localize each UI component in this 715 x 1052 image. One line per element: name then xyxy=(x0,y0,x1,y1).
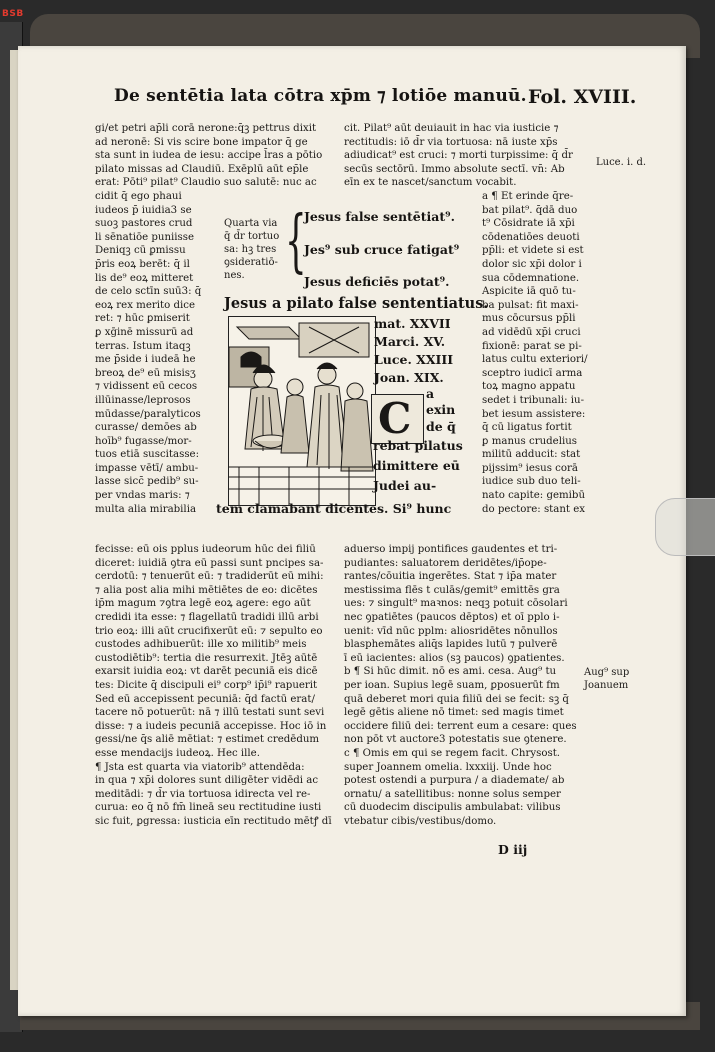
text-line: rectitudis: iō d̄r via tortuosa: nā iuste xp̄s xyxy=(344,136,558,148)
text-line: pudiantes: saluatorem deridētes/ip̄ope- xyxy=(344,557,547,569)
text-line: ꝑ xḡinē missurū ad xyxy=(95,326,194,338)
text-line: custodes adhibuerūt: ille xo militib⁹ meis xyxy=(95,639,307,651)
text-line: nec ꝯpatiētes (paucos dēptos) et oī pplo i- xyxy=(344,611,560,623)
margin-note-luke: Luce. i. d. xyxy=(596,157,647,168)
text-line: li sēnatiōe puniisse xyxy=(95,231,195,243)
text-line: cerdotū: ⁊ tenuerūt eū: ⁊ tradiderūt eū mihi: xyxy=(95,571,324,583)
initial-text-2: de q̄ xyxy=(426,419,456,434)
text-line: uenit: vīd nūc pplm: aliosridētes nōnullos xyxy=(344,625,558,637)
text-line: bat pilat⁹. q̄dā duo xyxy=(482,204,578,216)
text-line: p̄ris eoꝝ berēt: q̄ il xyxy=(95,258,190,270)
watermark-bsb: BSB xyxy=(2,9,24,19)
text-line: ornatu/ a satellitibus: nonne solus semper xyxy=(344,788,561,800)
text-line: curua: eo q̄ nō fm̄ lineā seu rectitudine iusti xyxy=(95,802,322,814)
text-line: non pōt vt auctore3 potestatis sue ꝯtenere. xyxy=(344,734,567,746)
text-line: gi/et petri ap̄li corā nerone:q̄ꝫ pettrus dixit xyxy=(95,123,317,134)
left-lower-column xyxy=(95,543,332,828)
text-line: fecisse: eū ois pplus iudeorum hūc dei filiū xyxy=(95,544,316,555)
text-line: suoꝫ pastores crud xyxy=(95,218,193,230)
citation: Joan. XIX. xyxy=(374,370,444,385)
text-line: terras. Istum itaqꝫ xyxy=(95,340,191,352)
text-line: ꝑ manus crudelius xyxy=(482,435,578,447)
text-line: diceret: iuidiā ꝯtra eū passi sunt pncipes sa- xyxy=(95,557,324,569)
text-line: tacere nō potuerūt: nā ⁊ illū testati sunt sevi xyxy=(95,707,325,719)
quarta-via-note xyxy=(224,217,279,282)
text-line: fixionē: parat se pi- xyxy=(482,340,582,352)
text-line: ⁊ alia post alia mihi mētiētes de eo: dicētes xyxy=(95,584,318,596)
citation: mat. XXVII xyxy=(374,316,451,331)
citation: Luce. XXIII xyxy=(374,352,454,367)
text-line: per vndas maris: ⁊ xyxy=(95,490,190,502)
text-line: toꝝ magno appatu xyxy=(482,381,576,393)
text-line: erat: Pōti⁹ pilat⁹ Claudio suo salutē: nuc ac xyxy=(95,177,317,189)
text-line: ⁊ vidissent eū cecos xyxy=(95,381,198,393)
text-line: iudice sub duo teli- xyxy=(482,476,581,488)
text-line: Aug⁹ sup xyxy=(584,667,630,678)
text-line: Joanuem xyxy=(584,680,629,691)
text-line: cū duodecim discipulis ambulabat: vilibus xyxy=(344,802,561,814)
margin-note-augustine xyxy=(584,666,629,692)
left-column-top xyxy=(95,122,322,190)
text-line: legē gētis aliene nō timet: sed magis timet xyxy=(344,707,564,719)
text-line: Aspicite iā quō tu- xyxy=(482,286,576,298)
text-line: dolor sic xp̄i dolor i xyxy=(482,258,582,270)
text-line: illūinasse/leprosos xyxy=(95,394,191,406)
text-line: sic fuit, ꝑgressa: iusticia eīn rectitudo mētꝭ dī xyxy=(95,815,332,827)
text-line: adiudicat⁹ est cruci: ⁊ morti turpissime: q̄ d̄r xyxy=(344,150,573,162)
text-line: pp̄li: et videte si est xyxy=(482,245,584,257)
text-line: cidit q̄ ego phaui xyxy=(95,191,182,202)
initial-text-1: exin xyxy=(426,402,456,417)
text-line: ba pulsat: fit maxi- xyxy=(482,299,579,311)
text-line: meditādi: ⁊ d̄r via tortuosa idirecta vel re- xyxy=(95,788,311,800)
decorated-initial xyxy=(371,394,424,444)
text-line: nes. xyxy=(224,270,245,281)
text-line: tes: Dicite q̄ discipuli ei⁹ corp⁹ ip̄i⁹ rapuerit xyxy=(95,679,318,691)
text-line: imꝑasse vētī/ ambu- xyxy=(95,462,199,474)
text-line: Deniqꝫ cū ꝑmissu xyxy=(95,245,186,257)
initial-text-4: dimittere eū xyxy=(373,458,460,473)
text-line: lasse sicc̄ pedib⁹ su- xyxy=(95,476,199,488)
text-line: custodiētib⁹: tertia die resurrexit. Jtēꝫ aūtē xyxy=(95,652,318,664)
text-line: credidi ita esse: ⁊ flagellatū tradidi illū arbi xyxy=(95,611,319,623)
text-line: cōdenatiōes deuoti xyxy=(482,231,580,243)
text-line: latus cultu exteriori/ xyxy=(482,354,588,366)
text-line: trio eoꝝ: illi aūt crucifixerūt eū: ⁊ sepulto eo xyxy=(95,625,323,637)
text-line: tuos etiā suscitasse: xyxy=(95,449,200,461)
woodcut-illustration xyxy=(228,316,376,506)
text-line: ꝯsideratiō- xyxy=(224,257,278,268)
initial-superscript: a xyxy=(426,386,435,401)
text-line: in qua ⁊ xp̄i dolores sunt diligēter vidēdi ac xyxy=(95,775,319,787)
text-line: cit. Pilat⁹ aūt deuiauit in hac via iusticie ⁊ xyxy=(344,123,559,134)
brace-line-2: Jes⁹ sub cruce fatigat⁹ xyxy=(304,242,460,257)
text-line: t⁹ Cōsidrate iā xp̄i xyxy=(482,218,575,230)
text-line: breoꝝ de⁹ eū misisʒ xyxy=(95,367,196,379)
text-line: Sed eū accepissent pecuniā: q̄d factū erat/ xyxy=(95,693,315,705)
woodcut-image xyxy=(229,317,375,505)
text-line: sedet i tribunali: iu- xyxy=(482,394,585,406)
text-line: ip̄m magum ⁊ꝯtra legē eoꝝ agere: ego aūt xyxy=(95,598,311,610)
text-line: q̄ cū ligatus fortit xyxy=(482,422,572,434)
text-line: mus cōcursus pp̄li xyxy=(482,313,576,325)
text-line: eīn ex te nascet/sanctum vocabit. xyxy=(344,177,517,189)
text-line: potest ostendi a purpura / a diademate/ ab xyxy=(344,775,565,787)
text-line: b ¶ Si hūc dimit. nō es ami. cesa. Aug⁹ tu xyxy=(344,666,557,678)
brace-glyph: { xyxy=(285,202,307,281)
page-leaf-edge xyxy=(10,50,18,990)
woodcut-caption: Jesus a pilato false sententiatus. xyxy=(224,295,489,312)
text-line: esse mendacijs iudeoꝝ. Hec ille. xyxy=(95,747,260,759)
text-line: vtebatur cibis/vestibus/domo. xyxy=(344,815,497,827)
initial-letter: C xyxy=(378,394,412,443)
right-lower-column xyxy=(344,543,577,828)
text-line: lis de⁹ eoꝝ mitteret xyxy=(95,272,194,284)
right-narrow-column xyxy=(482,190,588,516)
left-narrow-column xyxy=(95,190,201,516)
text-line: me p̄side i iudeā he xyxy=(95,354,196,366)
folio-number: Fol. XVIII. xyxy=(528,86,637,108)
text-line: do pectore: stant ex xyxy=(482,503,586,515)
book-page xyxy=(18,46,686,1016)
text-line: aduerso impij pontifices gaudentes et tri- xyxy=(344,544,558,555)
text-line: ī eū iacientes: alios (sꝫ paucos) ꝯpatientes. xyxy=(344,652,565,664)
text-line: secūs sectōrū. Immo absolute sectī. vn̄: Ab xyxy=(344,163,565,175)
text-line: sceptro iudicī arma xyxy=(482,367,583,379)
running-head: De sentētia lata cōtra xp̄m ⁊ lotiōe manuū. xyxy=(114,86,527,106)
text-line: disse: ⁊ a iudeis pecuniā accepisse. Hoc iō in xyxy=(95,720,327,732)
book-clasp xyxy=(655,498,715,556)
text-line: militū adducit: stat xyxy=(482,449,581,461)
text-line: nato capite: gemibū xyxy=(482,490,586,502)
signature-mark: D iij xyxy=(498,842,528,857)
brace-line-3: Jesus deficiēs potat⁹. xyxy=(304,274,450,289)
text-line: pilato missas ad Claudiū. Exēplū aūt ep̄le xyxy=(95,163,309,175)
text-line: ¶ Jsta est quarta via viatorib⁹ attendēda: xyxy=(95,761,305,773)
text-line: eoꝝ rex merito dice xyxy=(95,299,195,311)
text-line: per ioan. Supius legē suam, ꝑposuerūt fm xyxy=(344,679,560,691)
text-line: gessi/ne q̄s aliē mētiat: ⁊ estimet credēdum xyxy=(95,734,320,746)
citation: Marci. XV. xyxy=(374,334,446,349)
text-line: curasse/ demōes ab xyxy=(95,422,197,434)
text-line: hoīb⁹ fugasse/mor- xyxy=(95,435,192,447)
brace-line-1: Jesus false sentētiat⁹. xyxy=(304,209,455,224)
text-line: a ¶ Et erinde q̄re- xyxy=(482,191,574,202)
text-line: Quarta via xyxy=(224,218,278,229)
text-line: q̄ d̄r tortuo xyxy=(224,231,280,242)
clamabant-line: tem clamabant dicentes. Si⁹ hunc xyxy=(216,501,452,516)
text-line: blasphemātes aliq̄s lapides lutū ⁊ pulverē xyxy=(344,639,558,651)
text-line: occidere filiū dei: terrent eum a cesare: ques xyxy=(344,720,577,732)
text-line: sta sunt in iudea de iesu: accipe l̄ras a pōtio xyxy=(95,150,323,162)
text-line: multa alia mirabilia xyxy=(95,503,197,515)
text-line: ret: ⁊ hūc ꝑmiserit xyxy=(95,313,190,325)
initial-text-5: Judei au- xyxy=(373,478,437,493)
text-line: sa: hꝫ tres xyxy=(224,244,277,255)
text-line: c ¶ Omis em qui se regem facit. Chrysost. xyxy=(344,747,561,759)
text-line: rantes/cōuitia ingerētes. Stat ⁊ ip̄a mater xyxy=(344,571,557,583)
text-line: mestissima flēs t culās/gemit⁹ emittēs gra xyxy=(344,584,560,596)
text-line: exarsit iuidia eoꝝ: vt darēt pecuniā eis dicē xyxy=(95,666,318,678)
text-line: de celo sctīn suū3: q̄ xyxy=(95,286,202,298)
text-line: super Joannem omelia. lxxxiij. Unde hoc xyxy=(344,761,552,773)
text-line: ad vidēdū xp̄i cruci xyxy=(482,326,581,338)
initial-text-3: rebat pilatus xyxy=(373,438,463,453)
text-line: quā deberet mori quia filiū dei se fecit: sꝫ q̄ xyxy=(344,693,569,705)
citations xyxy=(374,316,453,388)
text-line: mūdasse/paralyticos xyxy=(95,408,201,420)
text-line: bet iesum assistere: xyxy=(482,408,586,420)
text-line: iudeos p̄ iuidia3 se xyxy=(95,204,192,216)
text-line: ad neronē: Si vis scire bone impator q̄ ge xyxy=(95,136,308,148)
text-line: sua cōdemnatione. xyxy=(482,272,580,284)
text-line: ues: ⁊ singult⁹ maꝛnos: neqꝫ potuit cōsolari xyxy=(344,598,568,610)
right-column-top xyxy=(344,122,573,190)
text-line: pijssim⁹ iesus corā xyxy=(482,462,578,474)
